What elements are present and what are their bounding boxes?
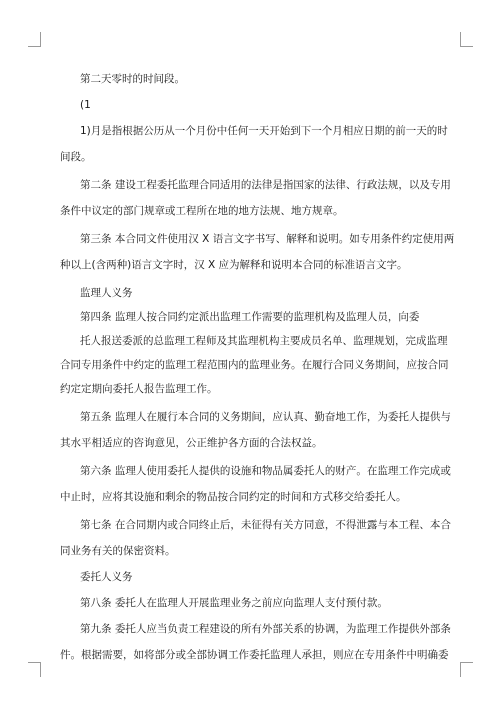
text-line: 种以上(含两种)语言文字时，汉 X 应为解释和说明本合同的标准语言文字。 [60,259,408,271]
text-line: 中止时，应将其设施和剩余的物品按合同约定的时间和方式移交给委托人。 [60,491,407,503]
text-line: 1)月是指根据公历从一个月份中任何一天开始到下一个月相应日期的前一天的时 [80,125,448,137]
section-heading: 委托人义务 [80,571,133,583]
text-line: 第二天零时的时间段。 [80,73,185,85]
crop-mark-bottom-left [28,662,41,677]
text-line: (1 [80,99,91,111]
text-line: 第二条 建设工程委托监理合同适用的法律是指国家的法律、行政法规，以及专用 [80,179,451,191]
text-line: 同业务有关的保密资料。 [60,545,176,557]
text-line: 条件中议定的部门规章或工程所在地的地方法规、地方规章。 [60,205,344,217]
text-line: 第四条 监理人按合同约定派出监理工作需要的监理机构及监理人员，向委 [80,311,420,323]
crop-mark-bottom-right [460,662,473,677]
text-line: 其水平相适应的咨询意见，公正维护各方面的合法权益。 [60,437,323,449]
text-line: 件。根据需要，如将部分或全部协调工作委托监理人承担，则应在专用条件中明确委 [60,649,449,661]
text-line: 合同专用条件中约定的监理工程范围内的监理业务。在履行合同义务期间，应按合同 [60,359,449,371]
text-line: 托人报送委派的总监理工程师及其监理机构主要成员名单、监理规划，完成监理 [80,335,448,347]
text-line: 第三条 本合同文件使用汉 X 语言文字书写、解释和说明。如专用条件约定使用两 [80,233,455,245]
text-line: 第七条 在合同期内或合同终止后，未征得有关方同意，不得泄露与本工程、本合 [80,519,451,531]
text-line: 间段。 [60,151,92,163]
crop-mark-top-right [460,32,473,47]
crop-mark-top-left [28,32,41,47]
section-heading: 监理人义务 [80,287,133,299]
text-line: 第五条 监理人在履行本合同的义务期间，应认真、勤奋地工作，为委托人提供与 [80,411,451,423]
text-line: 第六条 监理人使用委托人提供的设施和物品属委托人的财产。在监理工作完成或 [80,465,451,477]
text-line: 第八条 委托人在监理人开展监理业务之前应向监理人支付预付款。 [80,597,388,609]
text-line: 约定定期向委托人报告监理工作。 [60,383,218,395]
text-line: 第九条 委托人应当负责工程建设的所有外部关系的协调，为监理工作提供外部条 [80,623,451,635]
